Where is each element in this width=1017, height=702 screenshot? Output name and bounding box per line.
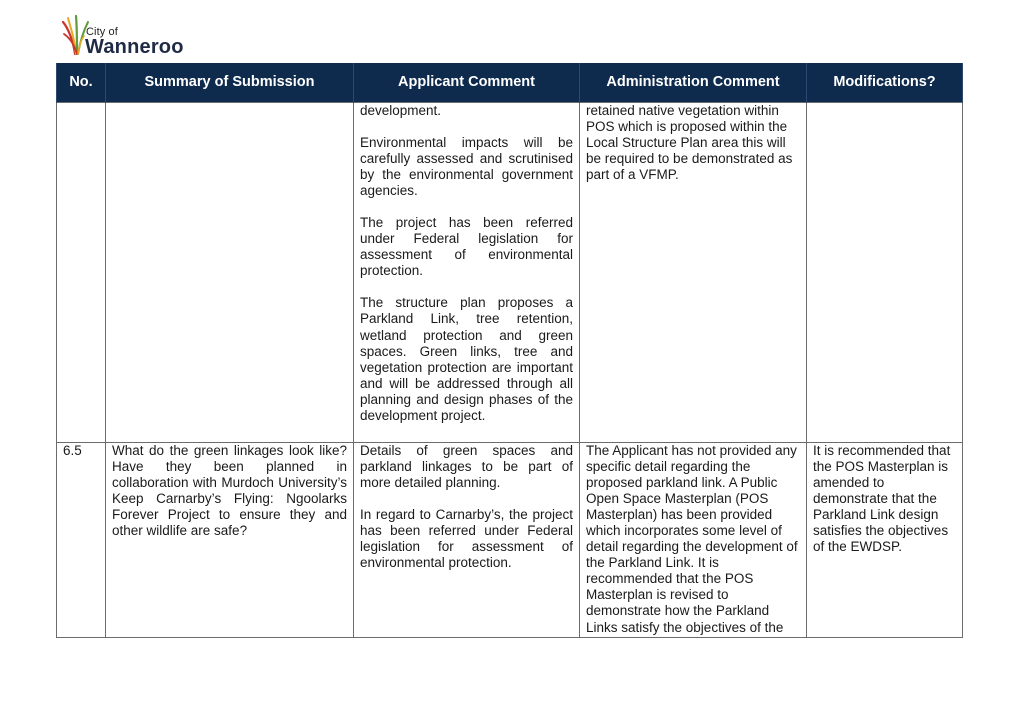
logo-city-of-text: City of (86, 26, 118, 38)
city-of-wanneroo-logo (62, 14, 192, 60)
cell-modifications: It is recommended that the POS Masterplan is amended to demonstrate that the Parkland Link design satisfies the objectives of the EWDSP. (807, 442, 963, 637)
applicant-paragraph: Environmental impacts will be carefully assessed and scrutinised by the environmental government agencies. (360, 134, 573, 198)
table-row (57, 442, 963, 637)
cell-no: 6.5 (57, 442, 106, 637)
header-applicant-comment: Applicant Comment (354, 63, 580, 102)
header-summary: Summary of Submission (106, 63, 354, 102)
cell-administration-comment: The Applicant has not provided any specific detail regarding the proposed parkland link. A Public Open Space Masterplan (POS Masterplan) has been provided which incorporates some level of detail regarding the development of the Parkland Link. It is recommended that the POS Masterplan is revised to demonstrate how the Parkland Links satisfy the objectives of the (580, 442, 807, 637)
submissions-table (56, 63, 963, 638)
applicant-paragraph: The project has been referred under Federal legislation for assessment of environmental protection. (360, 214, 573, 279)
applicant-paragraph: In regard to Carnarby’s, the project has been referred under Federal legislation for assessment of environmental protection. (360, 506, 573, 571)
logo-wanneroo-text: Wanneroo (85, 36, 184, 58)
header-no: No. (57, 63, 106, 102)
cell-modifications (807, 102, 963, 442)
applicant-paragraph: The structure plan proposes a Parkland Link, tree retention, wetland protection and green spaces. Green links, tree and vegetation protection are important and will be addressed through all planning and design phases of the development project. (360, 295, 573, 423)
applicant-paragraph: development. (360, 102, 442, 118)
header-modifications: Modifications? (807, 63, 963, 102)
cell-applicant-comment (354, 442, 580, 637)
cell-applicant-comment (354, 102, 580, 442)
cell-administration-comment: retained native vegetation within POS which is proposed within the Local Structure Plan area this will be required to be demonstrated as part of a VFMP. (580, 102, 807, 442)
applicant-paragraph: Details of green spaces and parkland linkages to be part of more detailed planning. (360, 442, 573, 490)
header-administration-comment: Administration Comment (580, 63, 807, 102)
table-header-row (57, 63, 963, 102)
cell-summary: What do the green linkages look like? Have they been planned in collaboration with Murdoch University’s Keep Carnarby’s Flying: Ngoolarks Forever Project to ensure they and other wildlife are safe? (106, 442, 354, 637)
table-row (57, 102, 963, 442)
cell-no (57, 102, 106, 442)
cell-summary (106, 102, 354, 442)
